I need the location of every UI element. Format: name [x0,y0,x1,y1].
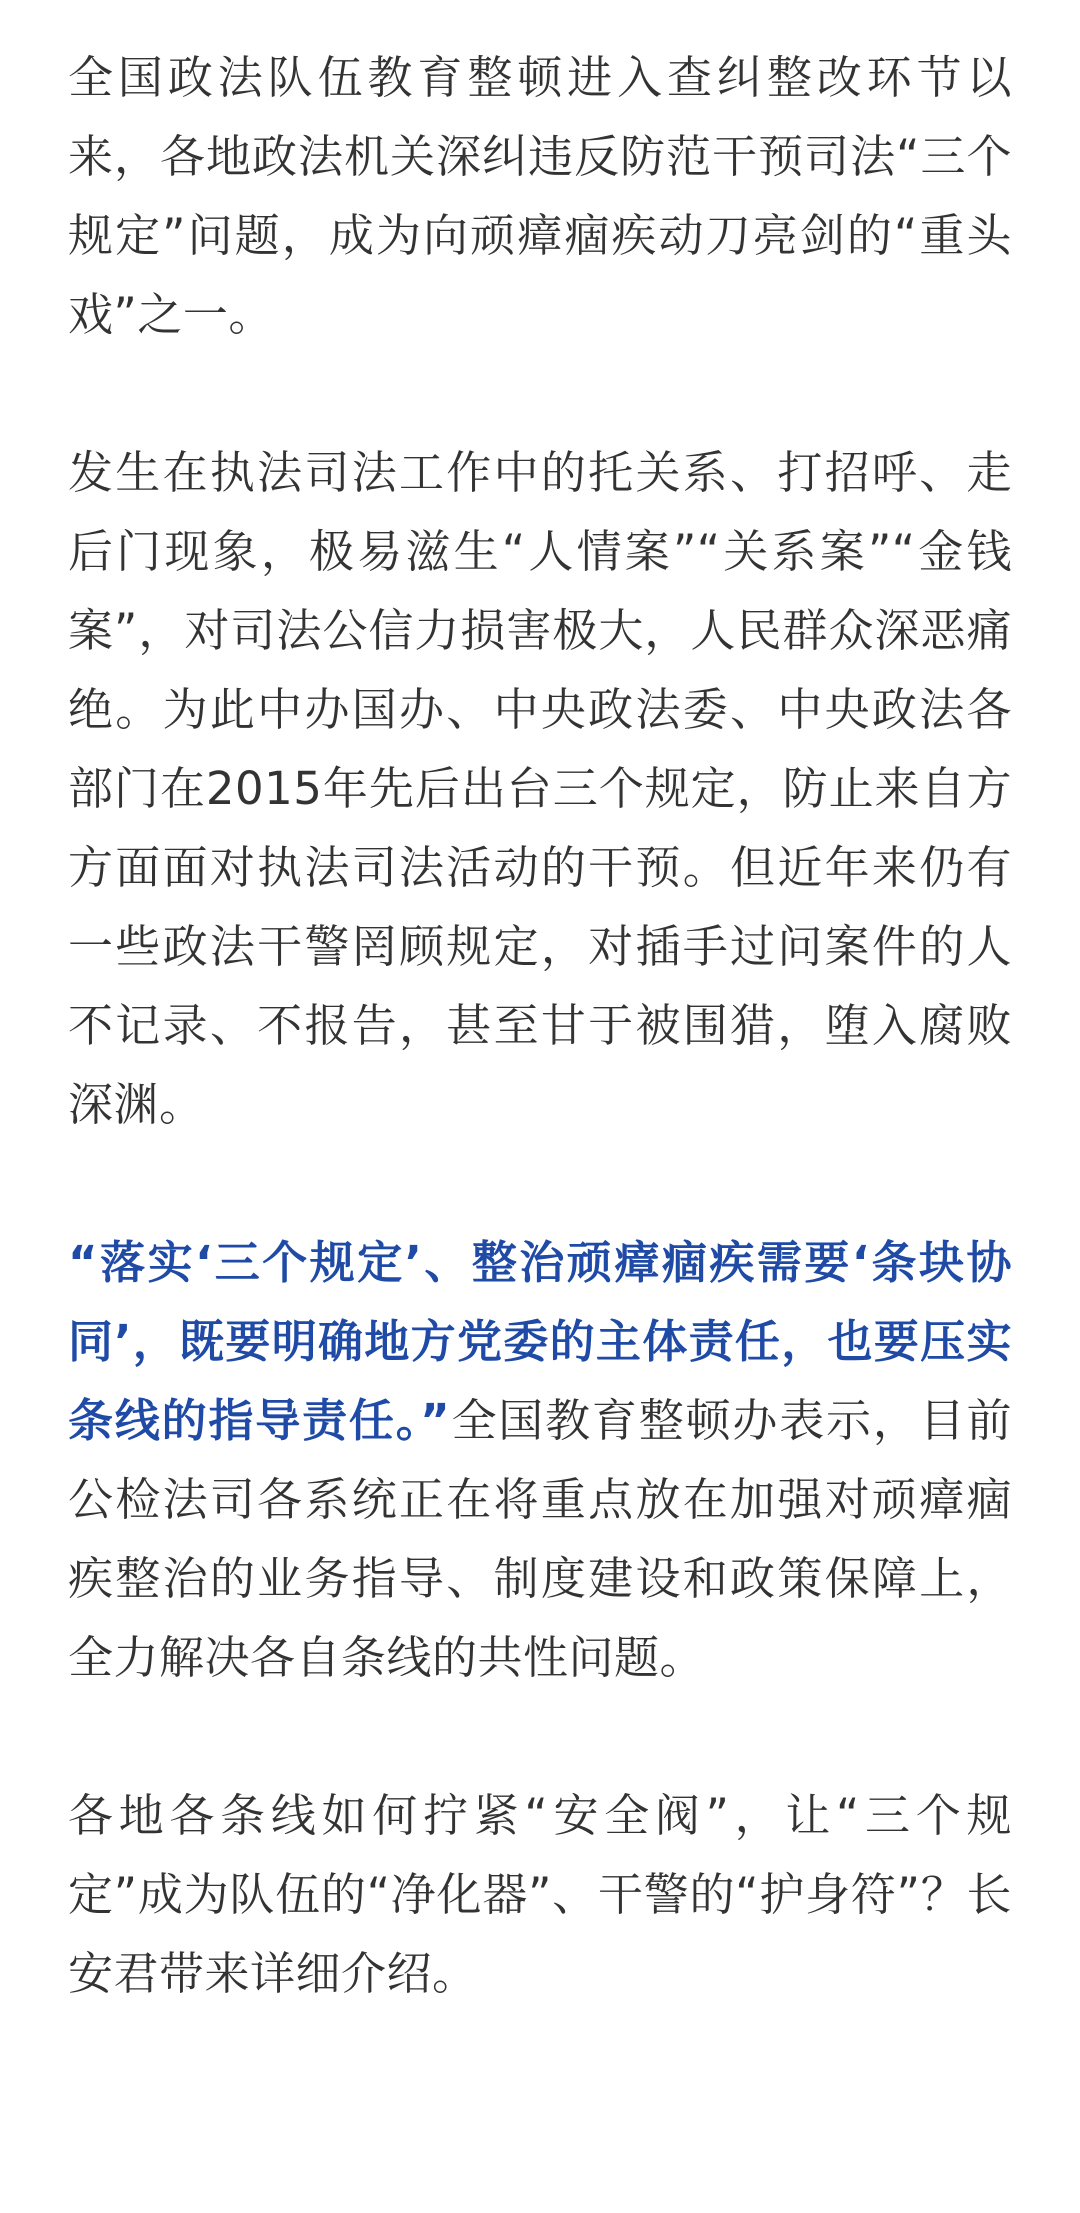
paragraph-closing [68,1776,1012,2013]
paragraph-intro-text: 全国政法队伍教育整顿进入查纠整改环节以来，各地政法机关深纠违反防范干预司法“三个规定”问题，成为向顽瘴痼疾动刀亮剑的“重头戏”之一。 [68,51,1012,341]
paragraph-quote [68,1223,1012,1697]
paragraph-background-text: 发生在执法司法工作中的托关系、打招呼、走后门现象，极易滋生“人情案”“关系案”“金钱案”，对司法公信力损害极大，人民群众深恶痛绝。为此中办国办、中央政法委、中央政法各部门在2015年先后出台三个规定，防止来自方方面面对执法司法活动的干预。但近年来仍有一些政法干警罔顾规定，对插手过问案件的人不记录、不报告，甚至甘于被围猎，堕入腐败深渊。 [68,446,1012,1131]
paragraph-background [68,433,1012,1144]
paragraph-intro [68,38,1012,354]
paragraph-closing-text: 各地各条线如何拧紧“安全阀”，让“三个规定”成为队伍的“净化器”、干警的“护身符”？长安君带来详细介绍。 [68,1789,1012,2000]
article-body [68,38,1012,2013]
paragraph-quote-text: 全国教育整顿办表示，目前公检法司各系统正在将重点放在加强对顽瘴痼疾整治的业务指导、制度建设和政策保障上，全力解决各自条线的共性问题。 [68,1394,1012,1684]
highlighted-quote: “落实‘三个规定’、整治顽瘴痼疾需要‘条块协同’，既要明确地方党委的主体责任，也要压实条线的指导责任。” [68,1236,1012,1447]
